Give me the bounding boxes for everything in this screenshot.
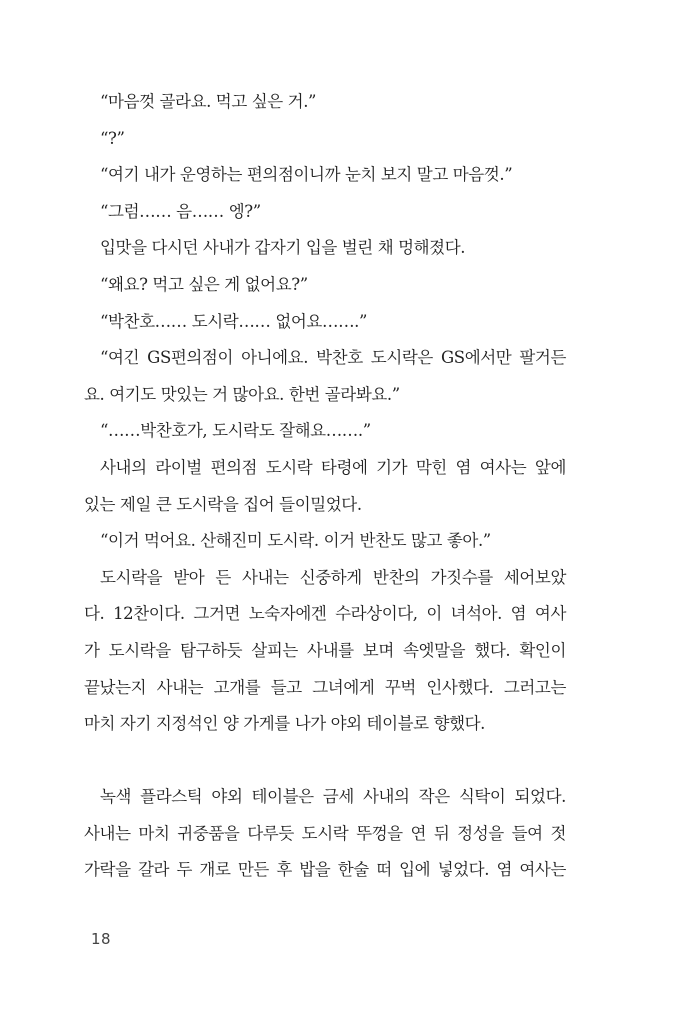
text-line: “여기 내가 운영하는 편의점이니까 눈치 보지 말고 마음껏.”: [100, 165, 513, 185]
text-line: “그럼…… 음…… 엥?”: [100, 201, 261, 221]
text-line: 가락을 갈라 두 개로 만든 후 밥을 한술 떠 입에 넣었다. 염 여사는: [84, 860, 566, 880]
text-line: “여긴 GS편의점이 아니에요. 박찬호 도시락은 GS에서만 팔거든: [100, 348, 566, 368]
text-line: 사내는 마치 귀중품을 다루듯 도시락 뚜껑을 연 뒤 정성을 들여 젓: [84, 823, 566, 843]
text-line: 가 도시락을 탐구하듯 살피는 사내를 보며 속엣말을 했다. 확인이: [84, 640, 566, 660]
text-line: 입맛을 다시던 사내가 갑자기 입을 벌린 채 멍해졌다.: [100, 238, 466, 258]
text-line: 사내의 라이벌 편의점 도시락 타령에 기가 막힌 염 여사는 앞에: [100, 457, 566, 477]
text-line: 다. 12찬이다. 그거면 노숙자에겐 수라상이다, 이 녀석아. 염 여사: [84, 604, 566, 624]
text-line: 요. 여기도 맛있는 거 많아요. 한번 골라봐요.”: [84, 384, 400, 404]
text-line: “왜요? 먹고 싶은 게 없어요?”: [100, 274, 308, 294]
section-break: [84, 743, 566, 780]
body-text: [84, 84, 566, 889]
text-line: “이거 먹어요. 산해진미 도시락. 이거 반찬도 많고 좋아.”: [100, 531, 491, 551]
text-line: 녹색 플라스틱 야외 테이블은 금세 사내의 작은 식탁이 되었다.: [100, 787, 566, 807]
text-line: “박찬호…… 도시락…… 없어요…….”: [100, 311, 368, 331]
text-line: 마치 자기 지정석인 양 가게를 나가 야외 테이블로 향했다.: [84, 714, 486, 734]
text-line: 끝났는지 사내는 고개를 들고 그녀에게 꾸벅 인사했다. 그러고는: [84, 677, 566, 697]
text-line: 있는 제일 큰 도시락을 집어 들이밀었다.: [84, 494, 362, 514]
page-number: 18: [91, 930, 112, 948]
text-line: “?”: [100, 128, 125, 148]
text-line: “마음껏 골라요. 먹고 싶은 거.”: [100, 92, 317, 111]
text-line: “……박찬호가, 도시락도 잘해요…….”: [100, 421, 371, 441]
text-line: 도시락을 받아 든 사내는 신중하게 반찬의 가짓수를 세어보았: [100, 567, 566, 587]
